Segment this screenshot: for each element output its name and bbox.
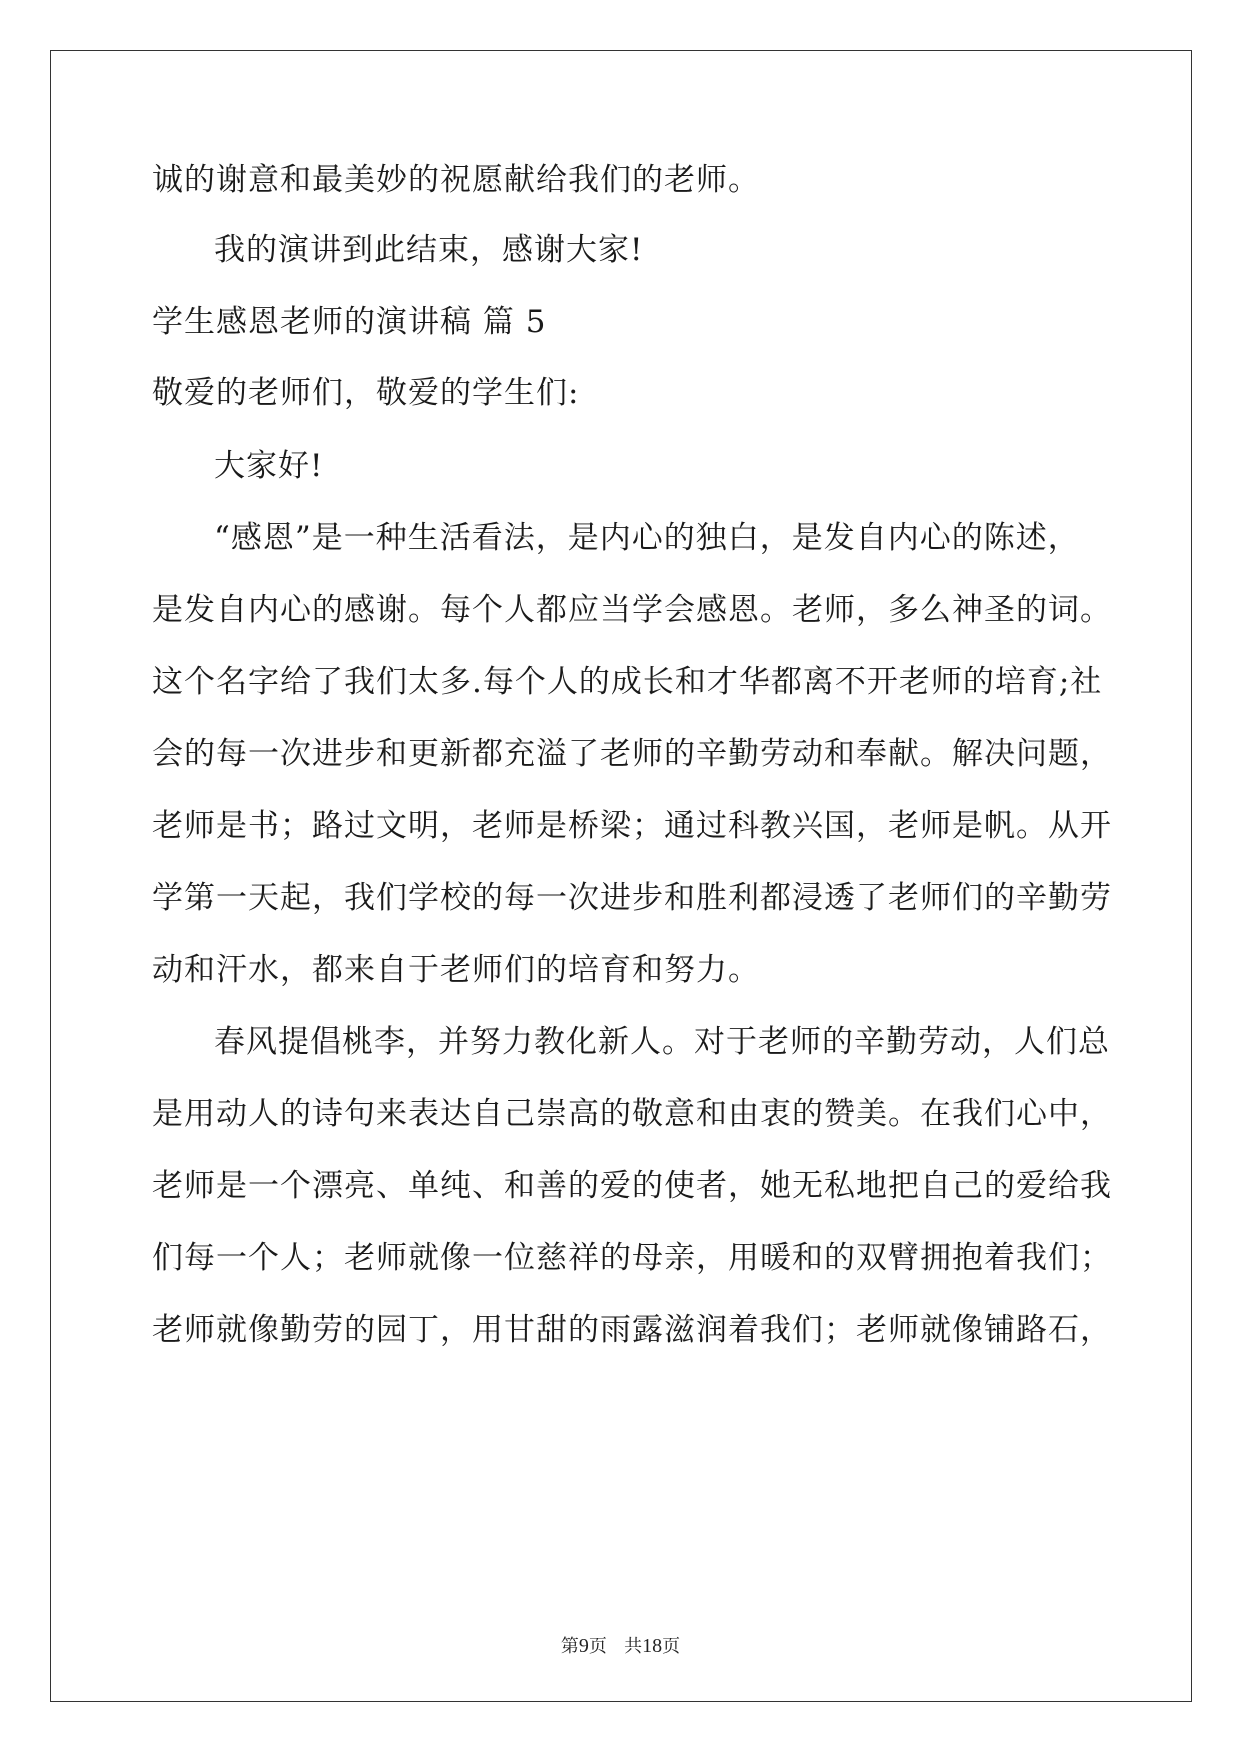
footer-suffix: 页 [662, 1636, 681, 1657]
total-page-number: 18 [642, 1635, 663, 1657]
text-line-16: 们每一个人；老师就像一位慈祥的母亲，用暖和的双臂拥抱着我们； [152, 1240, 1112, 1276]
text-line-1: 诚的谢意和最美妙的祝愿献给我们的老师。 [152, 162, 760, 198]
page-footer [0, 1632, 1241, 1658]
current-page-number: 9 [578, 1635, 589, 1657]
text-line-11: 学第一天起，我们学校的每一次进步和胜利都浸透了老师们的辛勤劳 [152, 880, 1112, 916]
text-line-13: 春风提倡桃李，并努力教化新人。对于老师的辛勤劳动，人们总 [214, 1024, 1110, 1060]
text-line-12: 动和汗水，都来自于老师们的培育和努力。 [152, 952, 760, 988]
text-line-8: 这个名字给了我们太多.每个人的成长和才华都离不开老师的培育;社 [152, 664, 1103, 700]
text-line-15: 老师是一个漂亮、单纯、和善的爱的使者，她无私地把自己的爱给我 [152, 1168, 1112, 1204]
text-line-9: 会的每一次进步和更新都充溢了老师的辛勤劳动和奉献。解决问题， [152, 736, 1112, 772]
text-line-2: 我的演讲到此结束，感谢大家! [214, 232, 644, 268]
text-line-7: 是发自内心的感谢。每个人都应当学会感恩。老师，多么神圣的词。 [152, 592, 1112, 628]
text-line-6: “感恩”是一种生活看法，是内心的独白，是发自内心的陈述， [214, 520, 1080, 556]
footer-prefix: 第 [560, 1636, 579, 1657]
section-heading: 学生感恩老师的演讲稿 篇 5 [152, 304, 547, 340]
text-line-17: 老师就像勤劳的园丁，用甘甜的雨露滋润着我们；老师就像铺路石， [152, 1312, 1112, 1348]
text-line-14: 是用动人的诗句来表达自己崇高的敬意和由衷的赞美。在我们心中， [152, 1096, 1112, 1132]
page-border [50, 50, 1192, 1702]
salutation: 敬爱的老师们，敬爱的学生们: [152, 375, 580, 411]
text-line-10: 老师是书；路过文明，老师是桥梁；通过科教兴国，老师是帆。从开 [152, 808, 1112, 844]
greeting: 大家好! [214, 448, 324, 484]
footer-middle: 页 共 [588, 1636, 643, 1657]
